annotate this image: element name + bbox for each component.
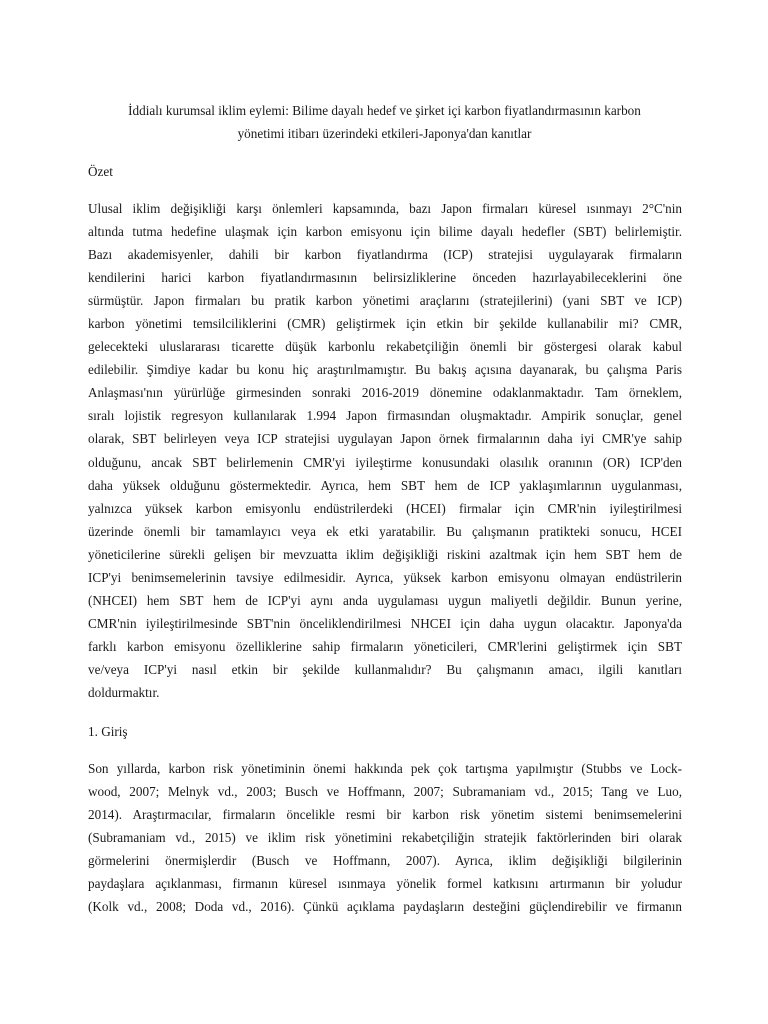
text-line: sürmüştür. Japon firmaları bu pratik karbon yönetimi araçlarını (stratejilerini) (yani SBT ve ICP) (88, 293, 682, 309)
title-line: İddialı kurumsal iklim eylemi: Bilime dayalı hedef ve şirket içi karbon fiyatlandırmasının karbon (128, 103, 641, 118)
text-line: kendilerini harici karbon fiyatlandırmasının belirsizliklerine önceden hazırlayabileceklerini öne (88, 270, 682, 286)
text-line: altında tutma hedefine ulaşmak için karbon emisyonu için bilime dayalı hedefler (SBT) belirlemiştir. (88, 224, 682, 240)
text-line: üzerinde önemli bir tamamlayıcı veya ek etki yaratabilir. Bu çalışmanın pratikteki sonucu, HCEI (88, 523, 682, 539)
text-line: gelecekteki uluslararası ticarette düşük karbonlu rekabetçiliğin önemli bir göstergesi olarak kabul (88, 339, 682, 355)
intro-paragraph (88, 757, 682, 918)
text-line: Ulusal iklim değişikliği karşı önlemleri kapsamında, bazı Japon firmaları küresel ısınmayı 2°C'nin (88, 201, 682, 216)
text-line: olduğunu, ancak SBT belirlemenin CMR'yi iyileştirme konusundaki olasılık oranının (OR) ICP'den (88, 454, 682, 470)
text-line: (NHCEI) hem SBT hem de ICP'yi aynı anda uygulaması uygun maliyetli değildir. Bunun yerine, (88, 592, 682, 608)
text-line: paydaşlara açıklanması, firmanın küresel ısınmaya yönelik formel katkısını artırmanın bir yoludur (88, 876, 682, 892)
text-line: farklı karbon emisyonu özelliklerine sahip firmaların yöneticileri, CMR'lerini geliştirmek için SBT (88, 638, 682, 654)
abstract-paragraph (88, 197, 682, 704)
text-line: yalnızca yüksek karbon emisyonlu endüstrilerdeki (HCEI) firmalar için CMR'nin iyileştirilmesi (88, 500, 682, 516)
text-line: CMR'nin iyileştirilmesinde SBT'nin önceliklendirilmesi NHCEI için daha uygun olacaktır. Japonya'da (88, 615, 682, 631)
text-line: edilebilir. Şimdiye kadar bu konu hiç araştırılmamıştır. Bu bakış açısına dayanarak, bu çalışma Paris (88, 362, 682, 378)
text-line: Anlaşması'nın yürürlüğe girmesinden sonraki 2016-2019 dönemine odaklanmaktadır. Tam örneklem, (88, 385, 682, 401)
text-line: 2014). Araştırmacılar, firmaların öncelikle resmi bir karbon risk yönetim sistemi benimsemelerini (88, 807, 682, 823)
text-line: doldurmaktır. (88, 684, 160, 700)
text-line: (Subramaniam vd., 2015) ve iklim risk yönetimini rekabetçiliğin stratejik faktörlerinden biri olarak (88, 830, 682, 846)
text-line: yöneticilerine sürekli gelişen bir mevzuatta iklim değişikliği riskini azaltmak için hem SBT hem de (88, 546, 682, 562)
text-line: görmelerini önermişlerdir (Busch ve Hoffmann, 2007). Ayrıca, iklim değişikliği bilgilerinin (88, 853, 682, 869)
text-line: ICP'yi benimsemelerinin tavsiye edilmesidir. Ayrıca, yüksek karbon emisyonu olmayan endüstrilerin (88, 569, 682, 585)
abstract-heading: Özet (88, 164, 113, 179)
text-line: daha yüksek olduğunu göstermektedir. Ayrıca, hem SBT hem de ICP yaklaşımlarının uygulanması, (88, 477, 682, 493)
text-line: ve/veya ICP'yi nasıl etkin bir şekilde kullanmalıdır? Bu çalışmanın amacı, ilgili kanıtları (88, 661, 682, 677)
title-line: yönetimi itibarı üzerindeki etkileri-Japonya'dan kanıtlar (237, 126, 532, 141)
text-line: wood, 2007; Melnyk vd., 2003; Busch ve Hoffmann, 2007; Subramaniam vd., 2015; Tang ve Luo, (88, 784, 682, 800)
text-line: sıralı lojistik regresyon kullanılarak 1.994 Japon firmasından oluşmaktadır. Ampirik sonuçlar, genel (88, 408, 682, 424)
document-title (86, 99, 683, 145)
text-line: Bazı akademisyenler, dahili bir karbon fiyatlandırma (ICP) stratejisi uygulayarak firmaların (88, 247, 682, 263)
text-line: karbon yönetimi temsilciliklerini (CMR) geliştirmek için etkin bir şekilde kullanabilir mi? CMR, (88, 316, 682, 332)
text-line: (Kolk vd., 2008; Doda vd., 2016). Çünkü açıklama paydaşların desteğini güçlendirebilir ve firmanın (88, 899, 682, 915)
section-heading: 1. Giriş (88, 724, 128, 739)
text-line: olarak, SBT belirleyen veya ICP stratejisi uygulayan Japon örnek firmalarının daha iyi CMR'ye sahip (88, 431, 682, 447)
text-line: Son yıllarda, karbon risk yönetiminin önemi hakkında pek çok tartışma yapılmıştır (Stubbs ve Lock- (88, 761, 682, 776)
